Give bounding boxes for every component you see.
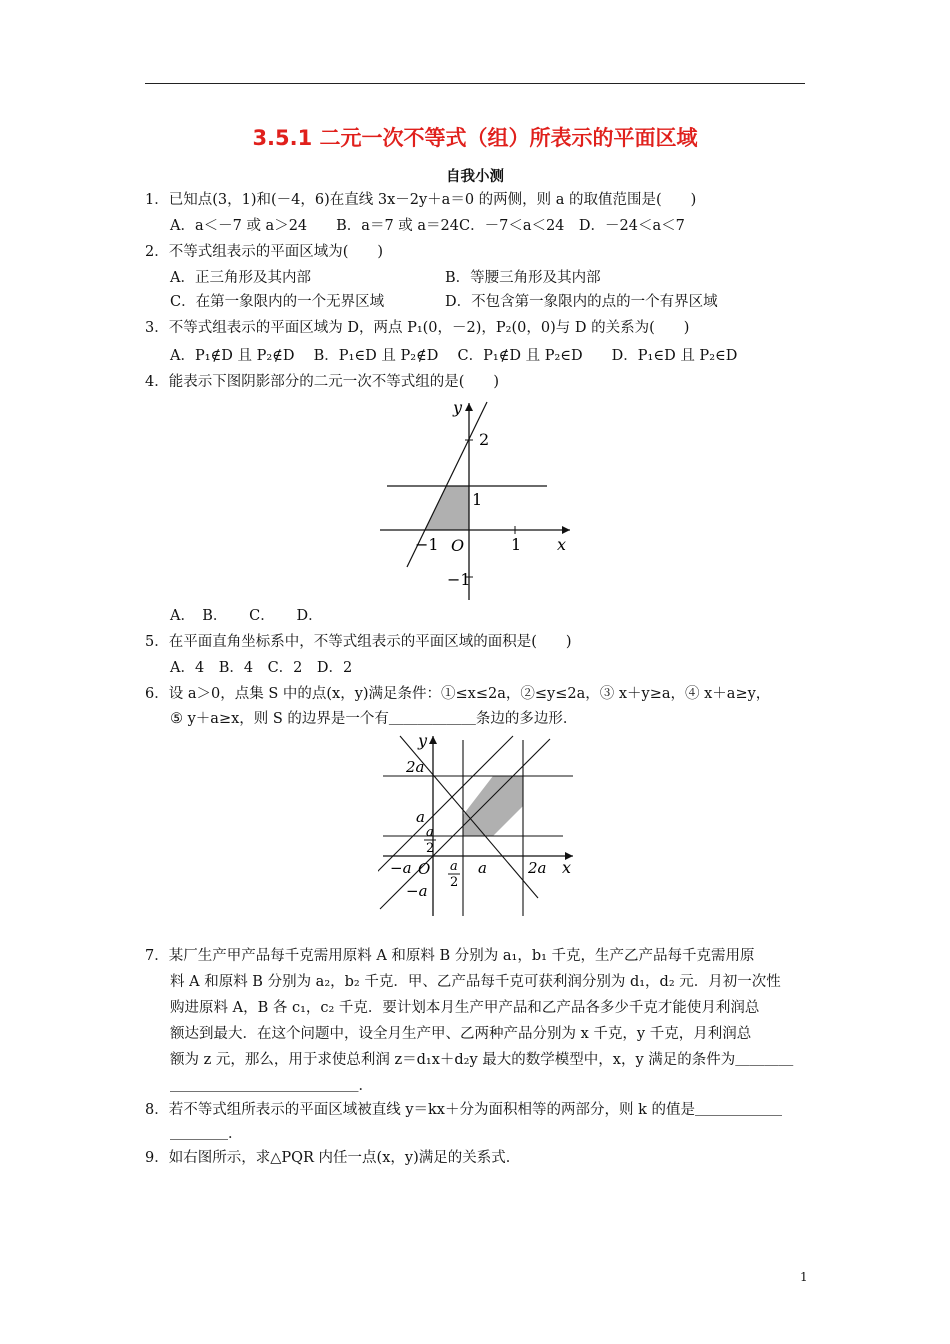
q4-label-y: y xyxy=(453,398,463,417)
q6-figure xyxy=(378,728,583,918)
q5-options: A．4 B．4 C．2 D．2 xyxy=(170,660,353,676)
q7-line2: 料 A 和原料 B 分别为 a₂，b₂ 千克．甲、乙产品每千克可获利润分别为 d₁，d₂ 元．月初一次性 xyxy=(170,974,781,990)
q8-line2: ＿＿＿＿． xyxy=(170,1126,243,1142)
q5-stem: 5．在平面直角坐标系中，不等式组表示的平面区域的面积是( ) xyxy=(145,634,572,650)
q4-label-2: 2 xyxy=(479,430,490,449)
q6-label-na-x: −a xyxy=(390,859,412,877)
q4-x-arrow xyxy=(562,526,570,534)
q1-options: A．a＜－7 或 a＞24 B．a＝7 或 a＝24C．－7＜a＜24 D．－24＜a＜7 xyxy=(170,218,685,234)
q6-line1: 6．设 a＞0，点集 S 中的点(x，y)满足条件：①≤x≤2a，②≤y≤2a，③ x＋y≥a，④ x＋a≥y， xyxy=(145,686,771,702)
q4-label-yn1: −1 xyxy=(447,570,471,589)
q6-label-x: x xyxy=(562,858,572,877)
q4-label-1: 1 xyxy=(472,490,483,509)
q6-line2: ⑤ y＋a≥x，则 S 的边界是一个有＿＿＿＿＿＿条边的多边形． xyxy=(170,711,578,727)
q2-option-b: B．等腰三角形及其内部 xyxy=(445,270,601,286)
q6-label-half-den-x: 2 xyxy=(450,875,459,890)
q4-shaded-region xyxy=(425,486,469,530)
q4-label-x: x xyxy=(557,535,567,554)
q4-options: A． B． C． D． xyxy=(170,608,323,624)
q7-line4: 额达到最大．在这个问题中，设全月生产甲、乙两种产品分别为 x 千克，y 千克，月利润总 xyxy=(170,1026,752,1042)
q7-line5: 额为 z 元，那么，用于求使总利润 z＝d₁x＋d₂y 最大的数学模型中，x，y 满足的条件为＿＿＿＿ xyxy=(170,1052,794,1068)
q2-option-a: A．正三角形及其内部 xyxy=(170,270,311,286)
q2-option-c: C．在第一象限内的一个无界区域 xyxy=(170,294,385,310)
q4-figure xyxy=(375,395,580,605)
q6-label-half-num-y: a xyxy=(426,825,434,840)
q4-label-x1: 1 xyxy=(511,535,522,554)
q4-stem: 4．能表示下图阴影部分的二元一次不等式组的是( ) xyxy=(145,374,500,390)
q6-label-half-num-x: a xyxy=(450,859,458,874)
q1-stem: 1．已知点(3，1)和(－4，6)在直线 3x－2y＋a＝0 的两侧，则 a 的取值范围是( ) xyxy=(145,192,697,208)
q6-label-2a-y: 2a xyxy=(406,758,425,776)
q6-label-na-y: −a xyxy=(406,882,428,900)
q8-line1: 8．若不等式组所表示的平面区域被直线 y＝kx＋分为面积相等的两部分，则 k 的值是＿＿＿＿＿＿ xyxy=(145,1102,782,1118)
q4-label-origin: O xyxy=(451,536,465,555)
q3-stem: 3．不等式组表示的平面区域为 D，两点 P₁(0，－2)，P₂(0，0)与 D 的关系为( ) xyxy=(145,320,690,336)
q6-y-arrow xyxy=(429,736,437,744)
q6-label-a-x: a xyxy=(478,859,487,877)
q7-line6: ＿＿＿＿＿＿＿＿＿＿＿＿＿． xyxy=(170,1078,373,1094)
q6-label-a-y: a xyxy=(416,808,425,826)
q4-y-arrow xyxy=(465,403,473,411)
q3-options: A．P₁∉D 且 P₂∉D B．P₁∈D 且 P₂∉D C．P₁∉D 且 P₂∈D D．P₁∈D 且 P₂∈D xyxy=(170,348,738,364)
page-subtitle: 自我小测 xyxy=(446,169,504,185)
q4-label-xn1: −1 xyxy=(415,535,439,554)
q2-stem: 2．不等式组表示的平面区域为( ) xyxy=(145,244,384,260)
q6-label-half-den-y: 2 xyxy=(426,841,435,856)
q2-option-d: D．不包含第一象限内的点的一个有界区域 xyxy=(445,294,718,310)
q6-label-origin: O xyxy=(418,860,431,878)
page-number: 1 xyxy=(800,1270,808,1284)
q6-label-2a-x: 2a xyxy=(528,859,547,877)
page-title: 3.5.1 二元一次不等式（组）所表示的平面区域 xyxy=(252,126,698,150)
q7-line3: 购进原料 A，B 各 c₁，c₂ 千克．要计划本月生产甲产品和乙产品各多少千克才能使月利润总 xyxy=(170,1000,760,1016)
q7-line1: 7．某厂生产甲产品每千克需用原料 A 和原料 B 分别为 a₁，b₁ 千克，生产乙产品每千克需用原 xyxy=(145,948,755,964)
header-rule xyxy=(145,83,805,84)
q6-shaded-region xyxy=(463,776,523,836)
q6-label-y: y xyxy=(418,731,428,750)
q9-stem: 9．如右图所示，求△PQR 内任一点(x，y)满足的关系式． xyxy=(145,1150,521,1166)
